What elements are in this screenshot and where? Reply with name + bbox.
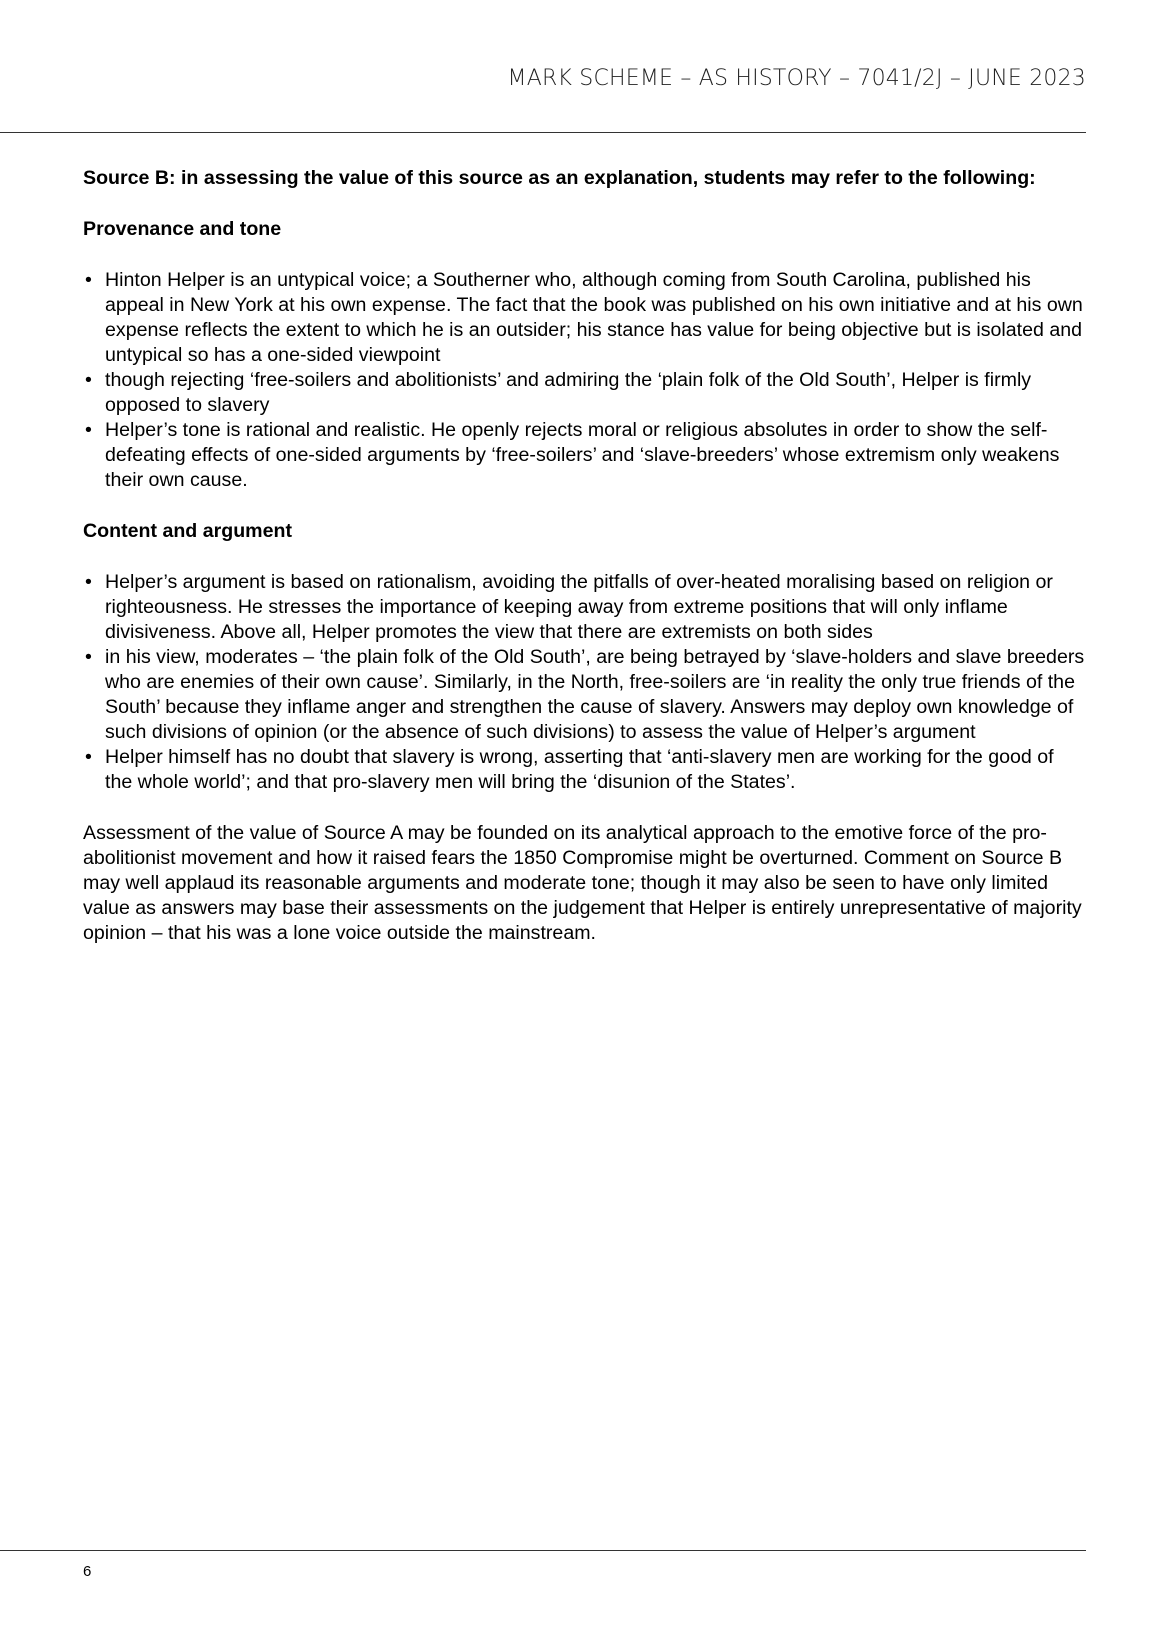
page-number: 6 bbox=[83, 1563, 92, 1580]
list-item bbox=[83, 268, 1086, 368]
list-item-text: Helper’s tone is rational and realistic. He openly rejects moral or religious absolutes in order to show the self-defeating effects of one-sided arguments by ‘free-soilers’ and ‘slave-breeders’ whose extremism only weakens their own cause. bbox=[105, 419, 1060, 491]
list-item bbox=[83, 745, 1086, 795]
list-item bbox=[83, 368, 1086, 418]
bullet-list bbox=[83, 570, 1086, 795]
assessment-paragraph: Assessment of the value of Source A may be founded on its analytical approach to the emotive force of the pro-abolitionist movement and how it raised fears the 1850 Compromise might be overturned. Comment on Source B may well applaud its reasonable arguments and moderate tone; though it may also be seen to have only limited value as answers may base their assessments on the judgement that Helper is entirely unrepresentative of majority opinion – that his was a lone voice outside the mainstream. bbox=[83, 822, 1082, 944]
section-content-argument bbox=[83, 519, 1086, 795]
footer-divider bbox=[0, 1550, 1086, 1551]
bullet-icon: • bbox=[85, 746, 92, 768]
list-item-text: Hinton Helper is an untypical voice; a Southerner who, although coming from South Carolina, published his appeal in New York at his own expense. The fact that the book was published on his own initiative and at his own expense reflects the extent to which he is an outsider; his stance has value for being objective but is isolated and untypical so has a one-sided viewpoint bbox=[105, 269, 1083, 366]
list-item-text: Helper himself has no doubt that slavery is wrong, asserting that ‘anti-slavery men are working for the good of the whole world’; and that pro-slavery men will bring the ‘disunion of the States’. bbox=[105, 746, 1054, 793]
bullet-icon: • bbox=[85, 269, 92, 291]
list-item bbox=[83, 418, 1086, 493]
list-item-text: Helper’s argument is based on rationalism, avoiding the pitfalls of over-heated moralising based on religion or righteousness. He stresses the importance of keeping away from extreme positions that will only inflame divisiveness. Above all, Helper promotes the view that there are extremists on both sides bbox=[105, 571, 1053, 643]
bullet-list bbox=[83, 268, 1086, 493]
section-provenance bbox=[83, 217, 1086, 493]
section-heading: Content and argument bbox=[83, 520, 292, 542]
list-item-text: though rejecting ‘free-soilers and abolitionists’ and admiring the ‘plain folk of the Old South’, Helper is firmly opposed to slavery bbox=[105, 369, 1032, 416]
source-intro: Source B: in assessing the value of this source as an explanation, students may refer to the following: bbox=[83, 167, 1036, 189]
bullet-icon: • bbox=[85, 369, 92, 391]
list-item bbox=[83, 570, 1086, 645]
list-item bbox=[83, 645, 1086, 745]
document-body bbox=[83, 166, 1086, 946]
section-heading: Provenance and tone bbox=[83, 218, 282, 240]
bullet-icon: • bbox=[85, 419, 92, 441]
list-item-text: in his view, moderates – ‘the plain folk of the Old South’, are being betrayed by ‘slave-holders and slave breeders who are enemies of their own cause’. Similarly, in the North, free-soilers are ‘in reality the only true friends of the South’ because they inflame anger and strengthen the cause of slavery. Answers may deploy own knowledge of such divisions of opinion (or the absence of such divisions) to assess the value of Helper’s argument bbox=[105, 646, 1085, 743]
document-header: MARK SCHEME – AS HISTORY – 7041/2J – JUNE 2023 bbox=[507, 66, 1086, 91]
bullet-icon: • bbox=[85, 646, 92, 668]
bullet-icon: • bbox=[85, 571, 92, 593]
header-divider bbox=[0, 132, 1086, 133]
